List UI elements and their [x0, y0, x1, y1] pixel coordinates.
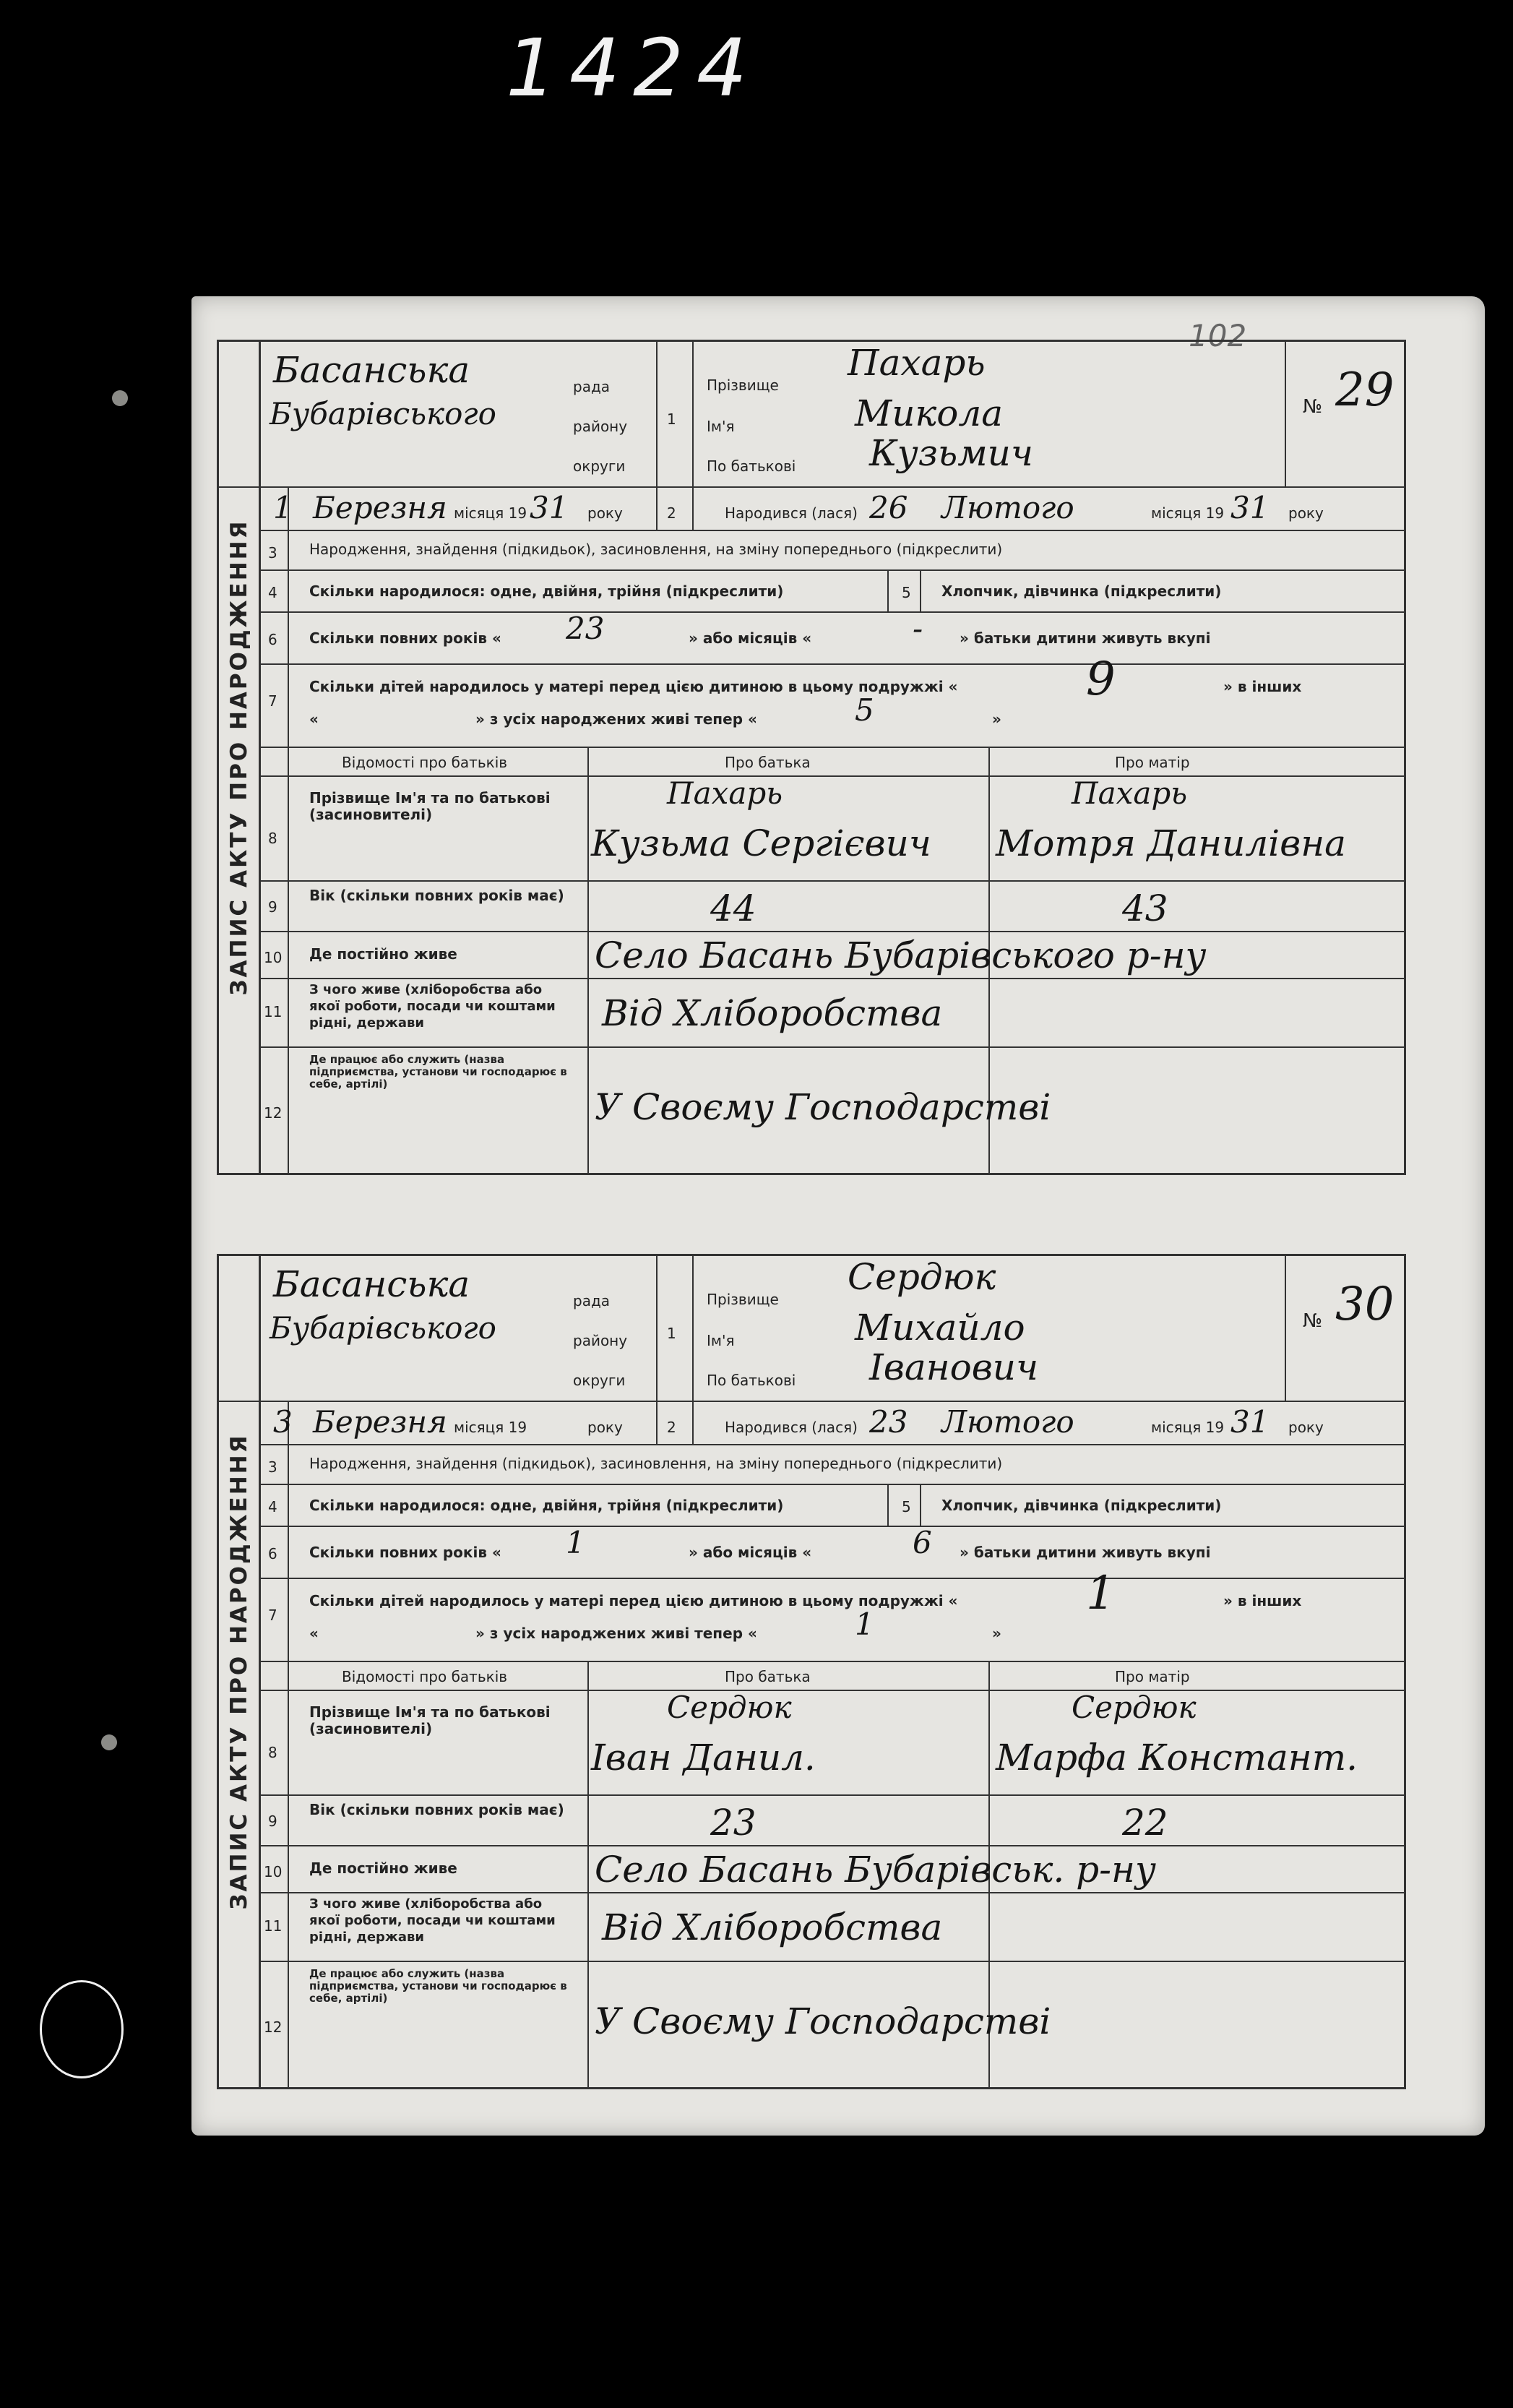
- grid-line: [259, 1578, 1404, 1579]
- row-number: 8: [268, 1744, 277, 1761]
- label-r12: Де працює або служить (назва підприємства, установи чи господарює в себе, артілі): [309, 1967, 567, 2005]
- label-row7a: Скільки дітей народилось у матері перед цією дитиною в цьому подружжі «: [309, 678, 958, 695]
- value-row7-children: 9: [1086, 653, 1116, 706]
- value-father-age: 44: [710, 887, 756, 929]
- label-rada: рада: [573, 378, 611, 395]
- value-reg-month: Березня: [313, 490, 447, 525]
- binding-thread: [40, 1980, 124, 2078]
- value-born-month: Лютого: [941, 490, 1074, 525]
- grid-line: [259, 978, 1404, 979]
- grid-line: [259, 1526, 1404, 1527]
- row-number: 3: [268, 544, 277, 562]
- label-row4: Скільки народилося: одне, двійня, трійня (підкреслити): [309, 582, 784, 600]
- label-row7c: «: [309, 1625, 319, 1642]
- row-number: 9: [268, 898, 277, 916]
- row-number: 5: [902, 1498, 911, 1515]
- row-number: 5: [902, 584, 911, 601]
- value-row7-children: 1: [1086, 1567, 1116, 1620]
- grid-line: [920, 1484, 921, 1526]
- value-reg-day: 3: [273, 1404, 293, 1440]
- label-r10: Де постійно живе: [309, 945, 457, 963]
- label-born-month: місяця 19: [1151, 1419, 1225, 1436]
- value-reg-year: 31: [530, 490, 569, 525]
- label-row3: Народження, знайдення (підкидьок), засиновлення, на зміну попереднього (підкреслити): [309, 1455, 1003, 1472]
- value-livelihood: Від Хліборобства: [602, 992, 943, 1034]
- label-row7e: »: [992, 710, 1001, 728]
- grid-line: [656, 1256, 658, 1444]
- value-mother-surname: Сердюк: [1072, 1690, 1197, 1725]
- row-number: 7: [268, 1607, 277, 1624]
- value-patronymic: Іванович: [869, 1346, 1039, 1388]
- value-father-surname: Сердюк: [667, 1690, 792, 1725]
- label-row4: Скільки народилося: одне, двійня, трійня (підкреслити): [309, 1497, 784, 1514]
- grid-line: [587, 1661, 589, 2087]
- grid-line: [692, 342, 694, 530]
- label-row6c: » батьки дитини живуть вкупі: [960, 629, 1211, 647]
- value-livelihood: Від Хліборобства: [602, 1906, 943, 1948]
- label-surname: Прізвище: [707, 1291, 779, 1308]
- label-date-year: року: [587, 1419, 623, 1436]
- value-surname: Пахарь: [848, 342, 986, 384]
- frame-number: 1424: [506, 22, 760, 114]
- value-rada: Басанська: [273, 1263, 470, 1305]
- label-raion: району: [573, 418, 628, 435]
- side-title-band: [219, 342, 261, 1173]
- label-parents: Відомості про батьків: [342, 754, 508, 771]
- value-row6-years: 23: [566, 611, 605, 646]
- value-patronymic: Кузьмич: [869, 432, 1033, 474]
- value-born-day: 26: [869, 490, 908, 525]
- value-row7-alive: 1: [855, 1607, 874, 1642]
- label-row7b: » в інших: [1223, 678, 1302, 695]
- value-mother-name: Марфа Констант.: [996, 1737, 1358, 1779]
- label-surname: Прізвище: [707, 377, 779, 394]
- value-mother-name: Мотря Данилівна: [996, 822, 1346, 864]
- label-born-year: року: [1288, 504, 1324, 522]
- value-no: 29: [1335, 364, 1395, 417]
- value-reg-day: 1: [273, 490, 293, 525]
- label-r10: Де постійно живе: [309, 1859, 457, 1877]
- label-okrug: округи: [573, 457, 626, 475]
- grid-line: [259, 775, 1404, 777]
- row-number: 12: [264, 2018, 283, 2036]
- birth-record-2: [217, 1254, 1406, 2089]
- label-r12: Де працює або служить (назва підприємства, установи чи господарює в себе, артілі): [309, 1053, 567, 1091]
- label-row6a: Скільки повних років «: [309, 629, 501, 647]
- label-raion: району: [573, 1332, 628, 1349]
- row-number: 10: [264, 949, 283, 966]
- value-father-surname: Пахарь: [667, 775, 783, 811]
- row-number: 6: [268, 631, 277, 648]
- value-row6-months: -: [913, 611, 923, 646]
- label-name: Ім'я: [707, 418, 735, 435]
- label-r8: Прізвище Ім'я та по батькові (засиновителі): [309, 789, 551, 823]
- label-father: Про батька: [725, 1668, 811, 1685]
- binding-hole: [112, 390, 128, 406]
- value-reg-month: Березня: [313, 1404, 447, 1440]
- value-father-name: Кузьма Сергієвич: [591, 822, 931, 864]
- label-row6a: Скільки повних років «: [309, 1544, 501, 1561]
- label-no: №: [1303, 1310, 1323, 1332]
- label-patronymic: По батькові: [707, 457, 796, 475]
- grid-line: [288, 1401, 289, 2087]
- value-raion: Бубарівського: [270, 1310, 496, 1346]
- side-title: ЗАПИС АКТУ ПРО НАРОДЖЕННЯ: [225, 1433, 252, 1910]
- value-mother-age: 22: [1122, 1802, 1168, 1844]
- grid-line: [259, 663, 1404, 665]
- label-row7c: «: [309, 710, 319, 728]
- row-number: 2: [667, 1419, 676, 1436]
- label-no: №: [1303, 396, 1323, 418]
- grid-line: [692, 1256, 694, 1444]
- grid-line: [259, 611, 1404, 613]
- row-number: 9: [268, 1813, 277, 1830]
- label-row6b: » або місяців «: [689, 1544, 812, 1561]
- label-row5: Хлопчик, дівчинка (підкреслити): [941, 1497, 1222, 1514]
- grid-line: [259, 1794, 1404, 1796]
- binding-hole: [101, 1734, 117, 1750]
- label-born-year: року: [1288, 1419, 1324, 1436]
- grid-line: [259, 1401, 1404, 1402]
- value-rada: Басанська: [273, 349, 470, 391]
- birth-record-1: [217, 340, 1406, 1175]
- row-number: 8: [268, 830, 277, 847]
- grid-line: [288, 486, 289, 1173]
- row-number: 7: [268, 692, 277, 710]
- row-number: 3: [268, 1458, 277, 1476]
- grid-line: [259, 1444, 1404, 1445]
- label-r9: Вік (скільки повних років має): [309, 887, 564, 904]
- label-patronymic: По батькові: [707, 1372, 796, 1389]
- value-row7-alive: 5: [855, 692, 874, 728]
- row-number: 2: [667, 504, 676, 522]
- label-born: Народився (лася): [725, 504, 858, 522]
- label-r8: Прізвище Ім'я та по батькові (засиновителі): [309, 1703, 551, 1737]
- grid-line: [656, 342, 658, 530]
- row-number: 4: [268, 1498, 277, 1515]
- label-r11: З чого живе (хліборобства або якої роботи, посади чи коштами рідні, держави: [309, 1896, 556, 1945]
- value-name: Михайло: [855, 1307, 1025, 1349]
- label-row7b: » в інших: [1223, 1592, 1302, 1609]
- grid-line: [887, 569, 889, 611]
- grid-line: [259, 931, 1404, 932]
- value-row6-years: 1: [566, 1525, 585, 1560]
- side-title: ЗАПИС АКТУ ПРО НАРОДЖЕННЯ: [225, 519, 252, 996]
- label-parents: Відомості про батьків: [342, 1668, 508, 1685]
- label-date-year: року: [587, 504, 623, 522]
- grid-line: [259, 569, 1404, 571]
- row-number: 12: [264, 1104, 283, 1122]
- label-row3: Народження, знайдення (підкидьок), засиновлення, на зміну попереднього (підкреслити): [309, 541, 1003, 558]
- row-number: 10: [264, 1863, 283, 1880]
- value-residence: Село Басань Бубарівського р-ну: [595, 934, 1207, 976]
- label-name: Ім'я: [707, 1332, 735, 1349]
- grid-line: [887, 1484, 889, 1526]
- row-number: 1: [667, 1325, 676, 1342]
- label-row7e: »: [992, 1625, 1001, 1642]
- label-father: Про батька: [725, 754, 811, 771]
- label-row7a: Скільки дітей народилось у матері перед цією дитиною в цьому подружжі «: [309, 1592, 958, 1609]
- label-born-month: місяця 19: [1151, 504, 1225, 522]
- value-work: У Своєму Господарстві: [595, 2000, 1051, 2042]
- label-rada: рада: [573, 1292, 611, 1310]
- row-number: 1: [667, 410, 676, 428]
- value-residence: Село Басань Бубарівськ. р-ну: [595, 1849, 1156, 1891]
- grid-line: [259, 1484, 1404, 1485]
- value-born-year: 31: [1230, 1404, 1270, 1440]
- value-row6-months: 6: [913, 1525, 932, 1560]
- sheet-number: 102: [1189, 318, 1247, 353]
- label-row7d: » з усіх народжених живі тепер «: [475, 710, 757, 728]
- value-mother-surname: Пахарь: [1072, 775, 1188, 811]
- row-number: 6: [268, 1545, 277, 1562]
- row-number: 4: [268, 584, 277, 601]
- grid-line: [259, 530, 1404, 531]
- grid-line: [259, 1845, 1404, 1846]
- label-mother: Про матір: [1115, 1668, 1190, 1685]
- grid-line: [259, 1892, 1404, 1893]
- label-row7d: » з усіх народжених живі тепер «: [475, 1625, 757, 1642]
- grid-line: [259, 486, 1404, 488]
- row-number: 11: [264, 1003, 283, 1020]
- grid-line: [259, 747, 1404, 748]
- value-surname: Сердюк: [848, 1256, 996, 1298]
- grid-line: [1285, 1256, 1286, 1401]
- grid-line: [259, 1961, 1404, 1962]
- value-born-year: 31: [1230, 490, 1270, 525]
- value-raion: Бубарівського: [270, 396, 496, 431]
- label-row6b: » або місяців «: [689, 629, 812, 647]
- side-title-band: [219, 1256, 261, 2087]
- label-okrug: округи: [573, 1372, 626, 1389]
- label-born: Народився (лася): [725, 1419, 858, 1436]
- label-r9: Вік (скільки повних років має): [309, 1801, 564, 1818]
- value-born-day: 23: [869, 1404, 908, 1440]
- row-number: 11: [264, 1917, 283, 1935]
- label-row5: Хлопчик, дівчинка (підкреслити): [941, 582, 1222, 600]
- value-name: Микола: [855, 392, 1004, 434]
- value-no: 30: [1335, 1278, 1395, 1331]
- value-mother-age: 43: [1122, 887, 1168, 929]
- value-father-name: Іван Данил.: [591, 1737, 816, 1779]
- grid-line: [259, 1690, 1404, 1691]
- value-father-age: 23: [710, 1802, 756, 1844]
- label-date-month: місяця 19: [454, 1419, 527, 1436]
- value-born-month: Лютого: [941, 1404, 1074, 1440]
- grid-line: [587, 747, 589, 1173]
- label-mother: Про матір: [1115, 754, 1190, 771]
- grid-line: [1285, 342, 1286, 486]
- grid-line: [259, 880, 1404, 882]
- grid-line: [259, 1661, 1404, 1662]
- label-row6c: » батьки дитини живуть вкупі: [960, 1544, 1211, 1561]
- label-r11: З чого живе (хліборобства або якої роботи, посади чи коштами рідні, держави: [309, 982, 556, 1031]
- grid-line: [920, 569, 921, 611]
- value-work: У Своєму Господарстві: [595, 1086, 1051, 1128]
- label-date-month: місяця 19: [454, 504, 527, 522]
- grid-line: [259, 1046, 1404, 1048]
